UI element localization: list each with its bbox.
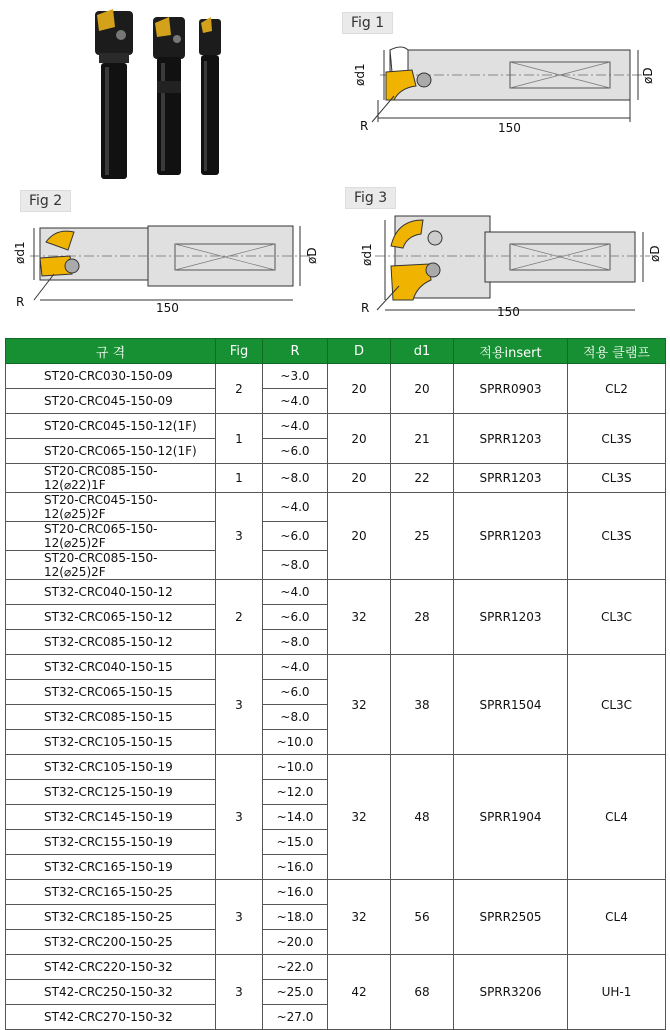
fig1-d1-label: ød1 — [353, 63, 367, 86]
table-row — [6, 880, 666, 905]
spec-cell: ST20-CRC045-150-12(1F) — [6, 414, 216, 439]
fig3-length-label: 150 — [497, 305, 520, 319]
fig-cell: 1 — [216, 464, 263, 493]
clamp-cell: CL4 — [568, 755, 666, 880]
spec-cell: ST20-CRC045-150-09 — [6, 389, 216, 414]
spec-cell: ST32-CRC125-150-19 — [6, 780, 216, 805]
fig3-d1-label: ød1 — [360, 243, 374, 266]
clamp-cell: UH-1 — [568, 955, 666, 1030]
fig-cell: 3 — [216, 493, 263, 580]
spec-cell: ST20-CRC030-150-09 — [6, 364, 216, 389]
fig2-D-label: øD — [305, 247, 319, 264]
insert-cell: SPRR1203 — [454, 414, 568, 464]
r-cell: ~3.0 — [263, 364, 328, 389]
r-cell: ~4.0 — [263, 655, 328, 680]
product-photo — [85, 5, 245, 183]
d-cell: 32 — [328, 755, 391, 880]
d1-cell: 56 — [391, 880, 454, 955]
r-cell: ~10.0 — [263, 730, 328, 755]
table-row — [6, 655, 666, 680]
spec-cell: ST32-CRC065-150-12 — [6, 605, 216, 630]
clamp-cell: CL3C — [568, 655, 666, 755]
clamp-cell: CL2 — [568, 364, 666, 414]
fig1-drawing — [350, 38, 665, 138]
r-cell: ~18.0 — [263, 905, 328, 930]
fig-cell: 3 — [216, 880, 263, 955]
spec-cell: ST42-CRC270-150-32 — [6, 1005, 216, 1030]
table-row — [6, 580, 666, 605]
spec-cell: ST20-CRC065-150-12(1F) — [6, 439, 216, 464]
spec-cell: ST32-CRC200-150-25 — [6, 930, 216, 955]
d1-cell: 25 — [391, 493, 454, 580]
table-header-row — [6, 339, 666, 364]
clamp-cell: CL4 — [568, 880, 666, 955]
spec-cell: ST32-CRC065-150-15 — [6, 680, 216, 705]
table-row — [6, 955, 666, 980]
spec-cell: ST32-CRC085-150-12 — [6, 630, 216, 655]
r-cell: ~6.0 — [263, 439, 328, 464]
insert-cell: SPRR2505 — [454, 880, 568, 955]
d1-cell: 20 — [391, 364, 454, 414]
header-insert: 적용insert — [454, 339, 568, 364]
fig-label: Fig 3 — [345, 187, 396, 209]
d-cell: 32 — [328, 580, 391, 655]
d1-cell: 68 — [391, 955, 454, 1030]
d1-cell: 48 — [391, 755, 454, 880]
clamp-cell: CL3S — [568, 493, 666, 580]
d-cell: 32 — [328, 655, 391, 755]
insert-cell: SPRR1203 — [454, 493, 568, 580]
fig-cell: 2 — [216, 580, 263, 655]
spec-cell: ST42-CRC220-150-32 — [6, 955, 216, 980]
header-clamp: 적용 클램프 — [568, 339, 666, 364]
insert-cell: SPRR1203 — [454, 464, 568, 493]
r-cell: ~4.0 — [263, 493, 328, 522]
r-cell: ~22.0 — [263, 955, 328, 980]
spec-table — [5, 338, 666, 1030]
r-cell: ~25.0 — [263, 980, 328, 1005]
header-fig: Fig — [216, 339, 263, 364]
spec-cell: ST32-CRC040-150-15 — [6, 655, 216, 680]
fig-cell: 3 — [216, 955, 263, 1030]
fig3-D-label: øD — [648, 245, 662, 262]
d-cell: 42 — [328, 955, 391, 1030]
r-cell: ~16.0 — [263, 880, 328, 905]
spec-cell: ST32-CRC165-150-25 — [6, 880, 216, 905]
fig1-R-label: R — [360, 119, 369, 133]
fig3-drawing — [355, 212, 665, 320]
r-cell: ~8.0 — [263, 464, 328, 493]
spec-cell: ST20-CRC045-150-12(⌀25)2F — [6, 493, 216, 522]
r-cell: ~8.0 — [263, 630, 328, 655]
d-cell: 20 — [328, 364, 391, 414]
fig2-d1-label: ød1 — [13, 241, 27, 264]
spec-cell: ST32-CRC085-150-15 — [6, 705, 216, 730]
fig-cell: 2 — [216, 364, 263, 414]
d1-cell: 28 — [391, 580, 454, 655]
clamp-cell: CL3C — [568, 580, 666, 655]
d-cell: 32 — [328, 880, 391, 955]
r-cell: ~14.0 — [263, 805, 328, 830]
fig-cell: 3 — [216, 655, 263, 755]
header-r: R — [263, 339, 328, 364]
table-row — [6, 464, 666, 493]
spec-cell: ST32-CRC040-150-12 — [6, 580, 216, 605]
insert-cell: SPRR1904 — [454, 755, 568, 880]
r-cell: ~4.0 — [263, 414, 328, 439]
r-cell: ~6.0 — [263, 605, 328, 630]
d1-cell: 38 — [391, 655, 454, 755]
r-cell: ~8.0 — [263, 551, 328, 580]
spec-cell: ST20-CRC085-150-12(⌀25)2F — [6, 551, 216, 580]
r-cell: ~6.0 — [263, 522, 328, 551]
r-cell: ~10.0 — [263, 755, 328, 780]
r-cell: ~27.0 — [263, 1005, 328, 1030]
insert-cell: SPRR3206 — [454, 955, 568, 1030]
table-row — [6, 493, 666, 522]
table-row — [6, 414, 666, 439]
spec-cell: ST32-CRC185-150-25 — [6, 905, 216, 930]
fig3-R-label: R — [361, 301, 370, 315]
d1-cell: 21 — [391, 414, 454, 464]
table-row — [6, 755, 666, 780]
fig-label: Fig 2 — [20, 190, 71, 212]
fig2-length-label: 150 — [156, 301, 179, 315]
fig1-length-label: 150 — [498, 121, 521, 135]
spec-cell: ST32-CRC145-150-19 — [6, 805, 216, 830]
spec-cell: ST32-CRC105-150-19 — [6, 755, 216, 780]
fig2-R-label: R — [16, 295, 25, 309]
fig1-D-label: øD — [641, 67, 655, 84]
insert-cell: SPRR1203 — [454, 580, 568, 655]
spec-cell: ST32-CRC105-150-15 — [6, 730, 216, 755]
fig2-drawing — [10, 218, 330, 318]
fig-cell: 3 — [216, 755, 263, 880]
spec-cell: ST20-CRC065-150-12(⌀25)2F — [6, 522, 216, 551]
spec-cell: ST32-CRC155-150-19 — [6, 830, 216, 855]
r-cell: ~6.0 — [263, 680, 328, 705]
spec-cell: ST32-CRC165-150-19 — [6, 855, 216, 880]
header-spec: 규 격 — [6, 339, 216, 364]
header-d: D — [328, 339, 391, 364]
fig-cell: 1 — [216, 414, 263, 464]
fig-label: Fig 1 — [342, 12, 393, 34]
d1-cell: 22 — [391, 464, 454, 493]
d-cell: 20 — [328, 414, 391, 464]
d-cell: 20 — [328, 493, 391, 580]
spec-cell: ST42-CRC250-150-32 — [6, 980, 216, 1005]
r-cell: ~8.0 — [263, 705, 328, 730]
header-d1: d1 — [391, 339, 454, 364]
r-cell: ~20.0 — [263, 930, 328, 955]
spec-cell: ST20-CRC085-150-12(⌀22)1F — [6, 464, 216, 493]
r-cell: ~16.0 — [263, 855, 328, 880]
r-cell: ~15.0 — [263, 830, 328, 855]
d-cell: 20 — [328, 464, 391, 493]
r-cell: ~12.0 — [263, 780, 328, 805]
r-cell: ~4.0 — [263, 580, 328, 605]
clamp-cell: CL3S — [568, 464, 666, 493]
clamp-cell: CL3S — [568, 414, 666, 464]
insert-cell: SPRR1504 — [454, 655, 568, 755]
table-row — [6, 364, 666, 389]
r-cell: ~4.0 — [263, 389, 328, 414]
insert-cell: SPRR0903 — [454, 364, 568, 414]
